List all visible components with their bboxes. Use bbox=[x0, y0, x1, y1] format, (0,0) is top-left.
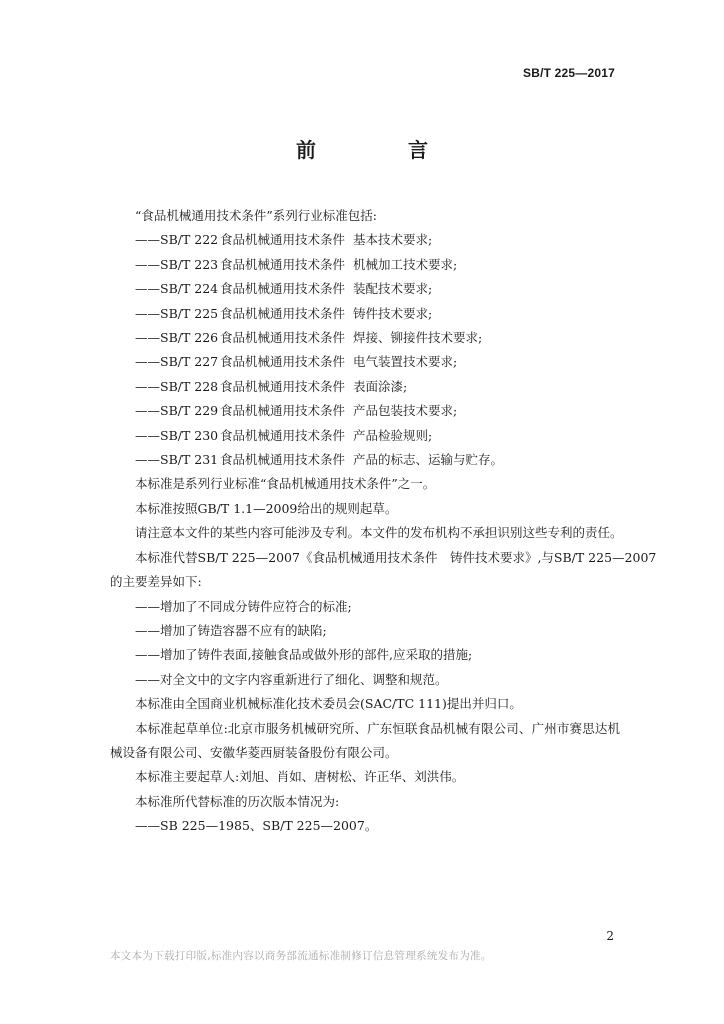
list-item: ——SB/T 227 食品机械通用技术条件 电气装置技术要求; bbox=[135, 354, 458, 370]
list-item: ——SB/T 231 食品机械通用技术条件 产品的标志、运输与贮存。 bbox=[135, 452, 504, 468]
footer-note: 本文本为下载打印版,标准内容以商务部流通标准制修订信息管理系统发布为准。 bbox=[110, 950, 492, 962]
series-list bbox=[110, 228, 620, 472]
list-item: ——增加了铸造容器不应有的缺陷; bbox=[135, 622, 327, 638]
list-item: ——对全文中的文字内容重新进行了细化、调整和规范。 bbox=[135, 671, 448, 687]
drafting-rule-paragraph: 本标准按照GB/T 1.1—2009给出的规则起草。 bbox=[135, 500, 398, 516]
list-item: ——SB/T 229 食品机械通用技术条件 产品包装技术要求; bbox=[135, 403, 458, 419]
part-of-paragraph: 本标准是系列行业标准“食品机械通用技术条件”之一。 bbox=[135, 476, 436, 492]
list-item: ——SB/T 228 食品机械通用技术条件 表面涂漆; bbox=[135, 378, 408, 394]
drafters-paragraph: 本标准主要起草人:刘旭、肖如、唐树松、许正华、刘洪伟。 bbox=[135, 769, 465, 785]
drafting-units-paragraph: 本标准起草单位:北京市服务机械研究所、广东恒联食品机械有限公司、广州市赛思达机械设备有限公司、安徽华菱西厨装备股份有限公司。 bbox=[110, 720, 620, 760]
changes-list bbox=[110, 595, 620, 693]
history-item: ——SB 225—1985、SB/T 225—2007。 bbox=[135, 818, 378, 834]
proposed-by-paragraph: 本标准由全国商业机械标准化技术委员会(SAC/TC 111)提出并归口。 bbox=[135, 696, 522, 712]
list-item: ——增加了铸件表面,接触食品或做外形的部件,应采取的措施; bbox=[135, 647, 473, 663]
page-number: 2 bbox=[606, 929, 614, 943]
intro-paragraph: “食品机械通用技术条件”系列行业标准包括: bbox=[135, 208, 377, 223]
standard-code: SB/T 225—2017 bbox=[523, 66, 615, 80]
list-item: ——SB/T 223 食品机械通用技术条件 机械加工技术要求; bbox=[135, 256, 458, 272]
list-item: ——SB/T 225 食品机械通用技术条件 铸件技术要求; bbox=[135, 305, 433, 321]
list-item: ——SB/T 224 食品机械通用技术条件 装配技术要求; bbox=[135, 281, 433, 297]
list-item: ——SB/T 230 食品机械通用技术条件 产品检验规则; bbox=[135, 427, 433, 443]
foreword-body bbox=[110, 204, 657, 839]
history-intro-paragraph: 本标准所代替标准的历次版本情况为: bbox=[135, 793, 340, 809]
list-item: ——SB/T 222 食品机械通用技术条件 基本技术要求; bbox=[135, 232, 433, 248]
replaces-paragraph-line2: 的主要差异如下: bbox=[110, 574, 202, 590]
page-title: 前 言 bbox=[296, 138, 464, 162]
replaces-paragraph-line1: 本标准代替SB/T 225—2007《食品机械通用技术条件 铸件技术要求》,与SB/T 225—2007 bbox=[135, 549, 657, 565]
list-item: ——增加了不同成分铸件应符合的标准; bbox=[135, 598, 352, 614]
list-item: ——SB/T 226 食品机械通用技术条件 焊接、铆接件技术要求; bbox=[135, 330, 483, 346]
patent-paragraph: 请注意本文件的某些内容可能涉及专利。本文件的发布机构不承担识别这些专利的责任。 bbox=[135, 525, 623, 541]
